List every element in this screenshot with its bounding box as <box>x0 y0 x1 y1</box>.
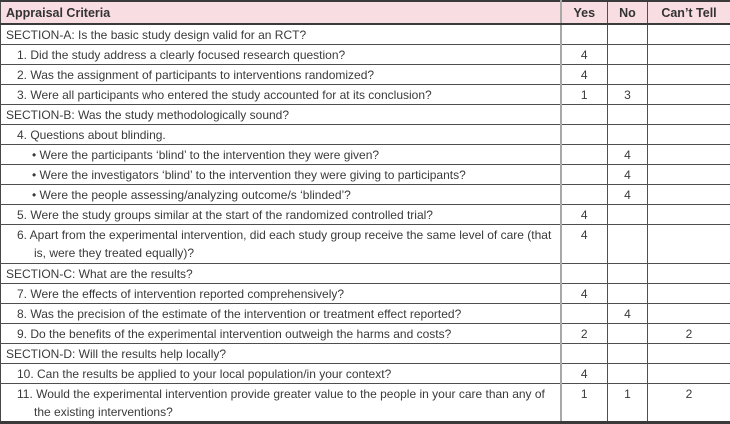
criteria-cell: • Were the participants ‘blind’ to the intervention they were given? <box>1 145 561 165</box>
cant-tell-cell <box>648 45 730 65</box>
cant-tell-cell <box>648 185 730 205</box>
criteria-cell: 1. Did the study address a clearly focused research question? <box>1 45 561 65</box>
no-cell <box>608 105 648 125</box>
no-cell <box>608 364 648 384</box>
header-no: No <box>608 1 648 24</box>
cant-tell-cell <box>648 125 730 145</box>
yes-cell <box>561 185 608 205</box>
yes-cell <box>561 304 608 324</box>
criteria-cell: 7. Were the effects of intervention reported comprehensively? <box>1 284 561 304</box>
criteria-cell: SECTION-D: Will the results help locally? <box>1 344 561 364</box>
criteria-cell: 2. Was the assignment of participants to interventions randomized? <box>1 65 561 85</box>
yes-cell <box>561 264 608 284</box>
table-row <box>1 304 730 324</box>
no-cell <box>608 24 648 45</box>
yes-cell: 1 <box>561 384 608 423</box>
no-cell: 4 <box>608 145 648 165</box>
cant-tell-cell <box>648 24 730 45</box>
section-row <box>1 344 730 364</box>
no-cell <box>608 225 648 264</box>
table-row <box>1 45 730 65</box>
yes-cell <box>561 24 608 45</box>
table-row <box>1 225 730 264</box>
cant-tell-cell <box>648 205 730 225</box>
yes-cell: 4 <box>561 284 608 304</box>
table-body <box>1 24 730 423</box>
table-row <box>1 125 730 145</box>
yes-cell: 4 <box>561 364 608 384</box>
no-cell <box>608 264 648 284</box>
cant-tell-cell <box>648 264 730 284</box>
table-row <box>1 145 730 165</box>
no-cell: 4 <box>608 304 648 324</box>
yes-cell <box>561 344 608 364</box>
cant-tell-cell <box>648 65 730 85</box>
criteria-cell: SECTION-C: What are the results? <box>1 264 561 284</box>
table-row <box>1 364 730 384</box>
no-cell <box>608 324 648 344</box>
header-yes: Yes <box>561 1 608 24</box>
criteria-cell: 11. Would the experimental intervention provide greater value to the people in your care than any of the existing interventions? <box>1 384 561 423</box>
header-row <box>1 1 730 24</box>
table-row <box>1 65 730 85</box>
section-row <box>1 24 730 45</box>
table-row <box>1 165 730 185</box>
cant-tell-cell <box>648 344 730 364</box>
table-row <box>1 284 730 304</box>
criteria-cell: 4. Questions about blinding. <box>1 125 561 145</box>
no-cell <box>608 45 648 65</box>
cant-tell-cell <box>648 284 730 304</box>
yes-cell <box>561 125 608 145</box>
cant-tell-cell <box>648 304 730 324</box>
header-criteria: Appraisal Criteria <box>1 1 561 24</box>
cant-tell-cell <box>648 364 730 384</box>
criteria-cell: 6. Apart from the experimental intervention, did each study group receive the same level of care (that is, were they treated equally)? <box>1 225 561 264</box>
yes-cell <box>561 145 608 165</box>
yes-cell: 4 <box>561 205 608 225</box>
yes-cell: 2 <box>561 324 608 344</box>
yes-cell: 4 <box>561 45 608 65</box>
cant-tell-cell <box>648 85 730 105</box>
table-row <box>1 205 730 225</box>
table-row <box>1 324 730 344</box>
table-row <box>1 85 730 105</box>
no-cell: 3 <box>608 85 648 105</box>
yes-cell <box>561 165 608 185</box>
no-cell: 1 <box>608 384 648 423</box>
no-cell <box>608 125 648 145</box>
no-cell <box>608 205 648 225</box>
yes-cell <box>561 105 608 125</box>
yes-cell: 4 <box>561 65 608 85</box>
criteria-cell: • Were the investigators ‘blind’ to the intervention they were giving to participants? <box>1 165 561 185</box>
cant-tell-cell <box>648 225 730 264</box>
cant-tell-cell: 2 <box>648 324 730 344</box>
cant-tell-cell: 2 <box>648 384 730 423</box>
criteria-cell: 9. Do the benefits of the experimental intervention outweigh the harms and costs? <box>1 324 561 344</box>
criteria-cell: • Were the people assessing/analyzing outcome/s ‘blinded’? <box>1 185 561 205</box>
criteria-cell: SECTION-A: Is the basic study design valid for an RCT? <box>1 24 561 45</box>
criteria-cell: SECTION-B: Was the study methodologically sound? <box>1 105 561 125</box>
table-row <box>1 185 730 205</box>
yes-cell: 1 <box>561 85 608 105</box>
cant-tell-cell <box>648 145 730 165</box>
criteria-cell: 3. Were all participants who entered the study accounted for at its conclusion? <box>1 85 561 105</box>
section-row <box>1 105 730 125</box>
cant-tell-cell <box>648 105 730 125</box>
table-header <box>1 1 730 24</box>
cant-tell-cell <box>648 165 730 185</box>
criteria-cell: 8. Was the precision of the estimate of the intervention or treatment effect reported? <box>1 304 561 324</box>
no-cell <box>608 65 648 85</box>
no-cell <box>608 344 648 364</box>
no-cell <box>608 284 648 304</box>
header-cant-tell: Can’t Tell <box>648 1 730 24</box>
criteria-cell: 10. Can the results be applied to your local population/in your context? <box>1 364 561 384</box>
criteria-cell: 5. Were the study groups similar at the start of the randomized controlled trial? <box>1 205 561 225</box>
section-row <box>1 264 730 284</box>
yes-cell: 4 <box>561 225 608 264</box>
table-row <box>1 384 730 423</box>
no-cell: 4 <box>608 165 648 185</box>
no-cell: 4 <box>608 185 648 205</box>
